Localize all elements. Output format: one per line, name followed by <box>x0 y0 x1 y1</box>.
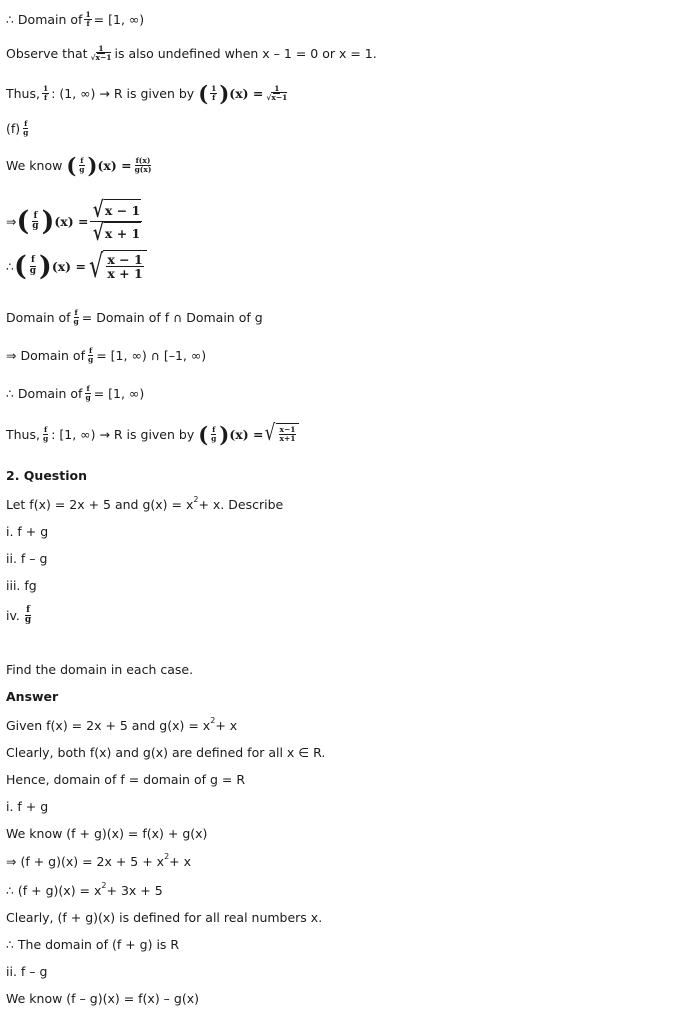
superscript: 2 <box>164 852 170 861</box>
text: (x) = <box>229 86 264 101</box>
fraction-f-over-g <box>24 606 32 626</box>
list-item: iii. fg <box>6 578 37 593</box>
denominator <box>90 222 142 244</box>
text: We know <box>6 158 63 173</box>
right-paren: ) <box>41 206 55 237</box>
inner-fraction <box>106 253 143 280</box>
denominator: g(x) <box>134 165 152 174</box>
left-paren: ( <box>198 81 209 106</box>
text: iv. <box>6 608 20 624</box>
sqrt-ratio-fraction <box>90 199 142 244</box>
text: (x) = <box>229 426 264 442</box>
numerator <box>90 199 142 222</box>
numerator: x − 1 <box>107 251 143 267</box>
text: + 3x + 5 <box>106 883 163 898</box>
paren-fraction <box>78 157 85 174</box>
sqrt-sign: √ <box>93 220 105 246</box>
domain-1-over-f-line <box>6 11 144 28</box>
answer-line: Hence, domain of f = domain of g = R <box>6 772 246 787</box>
sqrt-sign: √ <box>90 52 96 62</box>
text: ∴ (f + g)(x) = x <box>6 883 102 898</box>
superscript: 2 <box>193 495 199 504</box>
answer-line: We know (f – g)(x) = f(x) – g(x) <box>6 991 199 1006</box>
implies-f-over-g-line <box>6 199 144 244</box>
numerator: f <box>212 424 216 434</box>
numerator: x−1 <box>279 425 296 435</box>
paren-fraction <box>31 212 39 232</box>
denominator: g <box>73 316 79 326</box>
denominator: g <box>29 265 37 276</box>
numerator: f <box>80 156 84 166</box>
denominator <box>90 54 113 62</box>
denominator <box>265 94 288 102</box>
text: ⇒ Domain of <box>6 347 85 363</box>
radicand <box>103 250 146 282</box>
denominator: f <box>43 93 48 102</box>
superscript: 2 <box>101 881 107 890</box>
numerator: f <box>24 119 28 128</box>
thus-f-over-g-line <box>6 423 299 445</box>
text: Given f(x) = 2x + 5 and g(x) = x <box>6 718 211 733</box>
text: Thus, <box>6 86 40 101</box>
numerator: 1 <box>211 84 217 94</box>
text: + x. Describe <box>198 497 284 512</box>
denominator: f <box>212 93 216 102</box>
result-fraction <box>134 157 153 174</box>
result-fraction <box>265 85 288 102</box>
answer-line: ∴ The domain of (f + g) is R <box>6 937 180 952</box>
text: ∴ Domain of <box>6 11 83 27</box>
question-instruction: Find the domain in each case. <box>6 662 194 677</box>
list-item: ii. f – g <box>6 551 48 566</box>
text: (f) <box>6 120 21 136</box>
text: Domain of <box>6 309 71 325</box>
left-paren: ( <box>66 153 77 178</box>
fraction-f-over-g <box>73 309 80 326</box>
observe-line <box>6 45 377 62</box>
radicand: x + 1 <box>104 222 141 244</box>
therefore-f-over-g-line <box>6 247 147 285</box>
radicand <box>276 423 300 445</box>
text: (x) = <box>51 258 86 274</box>
sqrt-sign: √ <box>265 421 276 446</box>
numerator: 1 <box>42 84 49 94</box>
radicand: x−1 <box>95 52 112 62</box>
answer-line: i. f + g <box>6 799 49 814</box>
fraction-f-over-g <box>42 426 49 443</box>
left-paren: ( <box>16 206 30 237</box>
denominator: g <box>42 433 49 443</box>
numerator: f <box>33 210 38 221</box>
answer-line: Clearly, both f(x) and g(x) are defined for all x ∈ R. <box>6 745 326 760</box>
numerator: f <box>30 255 35 266</box>
fraction-f-over-g <box>84 385 91 402</box>
text: Let f(x) = 2x + 5 and g(x) = x <box>6 497 194 512</box>
text: is also undefined when x – 1 = 0 or x = 1. <box>114 45 377 61</box>
numerator: f <box>43 424 48 434</box>
numerator: 1 <box>98 44 104 53</box>
left-paren: ( <box>13 250 27 282</box>
paren-fraction <box>210 85 217 102</box>
text: ∴ <box>6 258 14 274</box>
inner-fraction <box>279 426 297 443</box>
left-paren: ( <box>198 421 209 447</box>
thus-1-over-f-line <box>6 83 290 104</box>
text: : (1, ∞) → R is given by <box>51 86 195 101</box>
paren-fraction <box>29 256 37 276</box>
paren-fraction <box>210 426 217 443</box>
question-intro <box>6 497 283 512</box>
list-item <box>6 606 34 626</box>
answer-heading: Answer <box>6 689 59 704</box>
sqrt-sign: √ <box>93 197 105 223</box>
numerator: 1 <box>85 10 91 19</box>
denominator: g <box>23 127 29 137</box>
denominator: x + 1 <box>107 266 143 281</box>
denominator: g <box>32 221 39 231</box>
right-paren: ) <box>87 153 98 178</box>
numerator: f <box>86 384 90 393</box>
right-paren: ) <box>219 81 230 106</box>
denominator: g <box>24 615 32 626</box>
right-paren: ) <box>39 250 52 282</box>
fraction-1-over-sqrt <box>90 45 113 62</box>
fraction-1-over-f <box>42 85 49 102</box>
numerator: f <box>88 346 93 355</box>
text: Observe that <box>6 45 88 61</box>
text: = [1, ∞) <box>93 11 145 27</box>
text: : [1, ∞) → R is given by <box>51 426 195 442</box>
text: Thus, <box>6 426 40 442</box>
superscript: 2 <box>210 716 216 725</box>
denominator: f <box>86 18 90 28</box>
domain-f-over-g-line <box>6 309 263 326</box>
therefore-domain-line <box>6 385 144 402</box>
denominator: g <box>85 392 91 402</box>
denominator: g <box>211 433 217 443</box>
text: ⇒ <box>6 214 17 229</box>
right-paren: ) <box>219 421 230 447</box>
sqrt-sign: √ <box>88 247 104 285</box>
text: ⇒ (f + g)(x) = 2x + 5 + x <box>6 854 165 869</box>
question-heading: 2. Question <box>6 468 87 483</box>
text: + x <box>169 854 192 869</box>
big-sqrt <box>86 247 147 285</box>
answer-line: ii. f – g <box>6 964 48 979</box>
denominator: g <box>79 165 85 174</box>
text: = [1, ∞) <box>93 385 145 401</box>
denominator: x+1 <box>279 434 296 443</box>
denominator: g <box>87 354 94 364</box>
fraction-1-over-f <box>84 11 91 28</box>
text: ∴ Domain of <box>6 385 83 401</box>
text: = Domain of f ∩ Domain of g <box>81 309 263 325</box>
part-f-heading <box>6 120 31 137</box>
fraction-f-over-g <box>22 120 29 137</box>
numerator: f(x) <box>135 156 151 166</box>
radicand: x − 1 <box>104 199 141 221</box>
answer-line: Clearly, (f + g)(x) is defined for all real numbers x. <box>6 910 323 925</box>
numerator: 1 <box>274 84 280 94</box>
we-know-f-over-g-line <box>6 155 154 176</box>
text: + x <box>215 718 238 733</box>
sqrt-sign: √ <box>266 93 272 102</box>
radicand: x−1 <box>271 93 288 102</box>
answer-line <box>6 883 163 898</box>
answer-line <box>6 718 237 733</box>
sqrt-fraction <box>263 423 299 445</box>
implies-domain-line <box>6 347 206 364</box>
text: = [1, ∞) ∩ [–1, ∞) <box>96 347 207 363</box>
answer-line: We know (f + g)(x) = f(x) + g(x) <box>6 826 208 841</box>
numerator: f <box>26 605 30 615</box>
list-item: i. f + g <box>6 524 49 539</box>
numerator: f <box>74 308 78 317</box>
text: (x) = <box>97 158 132 173</box>
fraction-f-over-g <box>87 347 94 364</box>
answer-line <box>6 854 191 869</box>
text: (x) = <box>54 214 89 229</box>
